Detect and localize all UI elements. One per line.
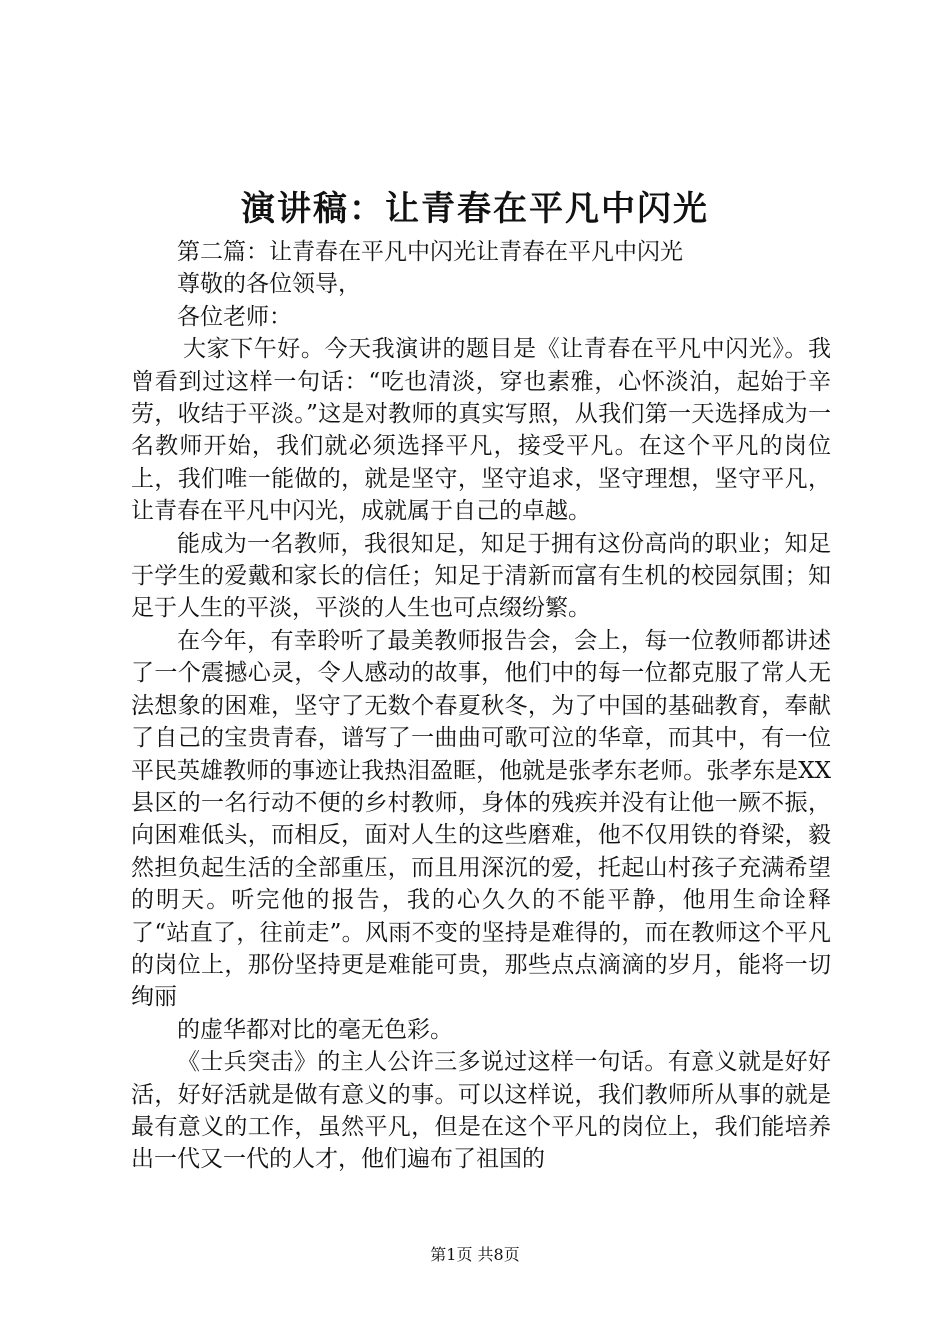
salutation-teachers: 各位老师： [177,303,292,330]
body-paragraph: 的虚华都对比的毫无色彩。 [177,1016,453,1043]
document-body [131,236,831,1176]
body-paragraph: 在今年，有幸聆听了最美教师报告会，会上，每一位教师都讲述了一个震撼心灵，令人感动的故事，他们中的每一位都克服了常人无法想象的困难，坚守了无数个春夏秋冬，为了中国的基础教育，奉献了自己的宝贵青春，谱写了一曲曲可歌可泣的华章，而其中，有一位平民英雄教师的事迹让我热泪盈眶，他就是张孝东老师。张孝东是XX县区的一名行动不便的乡村教师，身体的残疾并没有让他一厥不振，向困难低头，而相反，面对人生的这些磨难，他不仅用铁的脊梁，毅然担负起生活的全部重压，而且用深沉的爱，托起山村孩子充满希望的明天。听完他的报告，我的心久久的不能平静，他用生命诠释了“站直了，往前走”。风雨不变的坚持是难得的，而在教师这个平凡的岗位上，那份坚持更是难能可贵，那些点点滴滴的岁月，能将一切绚丽 [131,627,831,1011]
body-paragraph: 大家下午好。今天我演讲的题目是《让青春在平凡中闪光》。我曾看到过这样一句话：“吃也清淡，穿也素雅，心怀淡泊，起始于辛劳，收结于平淡。”这是对教师的真实写照，从我们第一天选择成为一名教师开始，我们就必须选择平凡，接受平凡。在这个平凡的岗位上，我们唯一能做的，就是坚守，坚守追求，坚守理想，坚守平凡，让青春在平凡中闪光，成就属于自己的卓越。 [131,336,831,525]
document-title: 演讲稿：让青春在平凡中闪光 [241,189,709,229]
salutation-leaders: 尊敬的各位领导， [177,271,361,298]
section-heading: 第二篇：让青春在平凡中闪光让青春在平凡中闪光 [177,239,683,265]
page-number-footer: 第1页 共8页 [430,1245,520,1264]
body-paragraph: 《士兵突击》的主人公许三多说过这样一句话。有意义就是好好活，好好活就是做有意义的事。可以这样说，我们教师所从事的就是最有意义的工作，虽然平凡，但是在这个平凡的岗位上，我们能培养出一代又一代的人才，他们遍布了祖国的 [131,1049,831,1173]
body-paragraph: 能成为一名教师，我很知足，知足于拥有这份高尚的职业；知足于学生的爱戴和家长的信任；知足于清新而富有生机的校园氛围；知足于人生的平淡，平淡的人生也可点缀纷繁。 [131,530,831,622]
